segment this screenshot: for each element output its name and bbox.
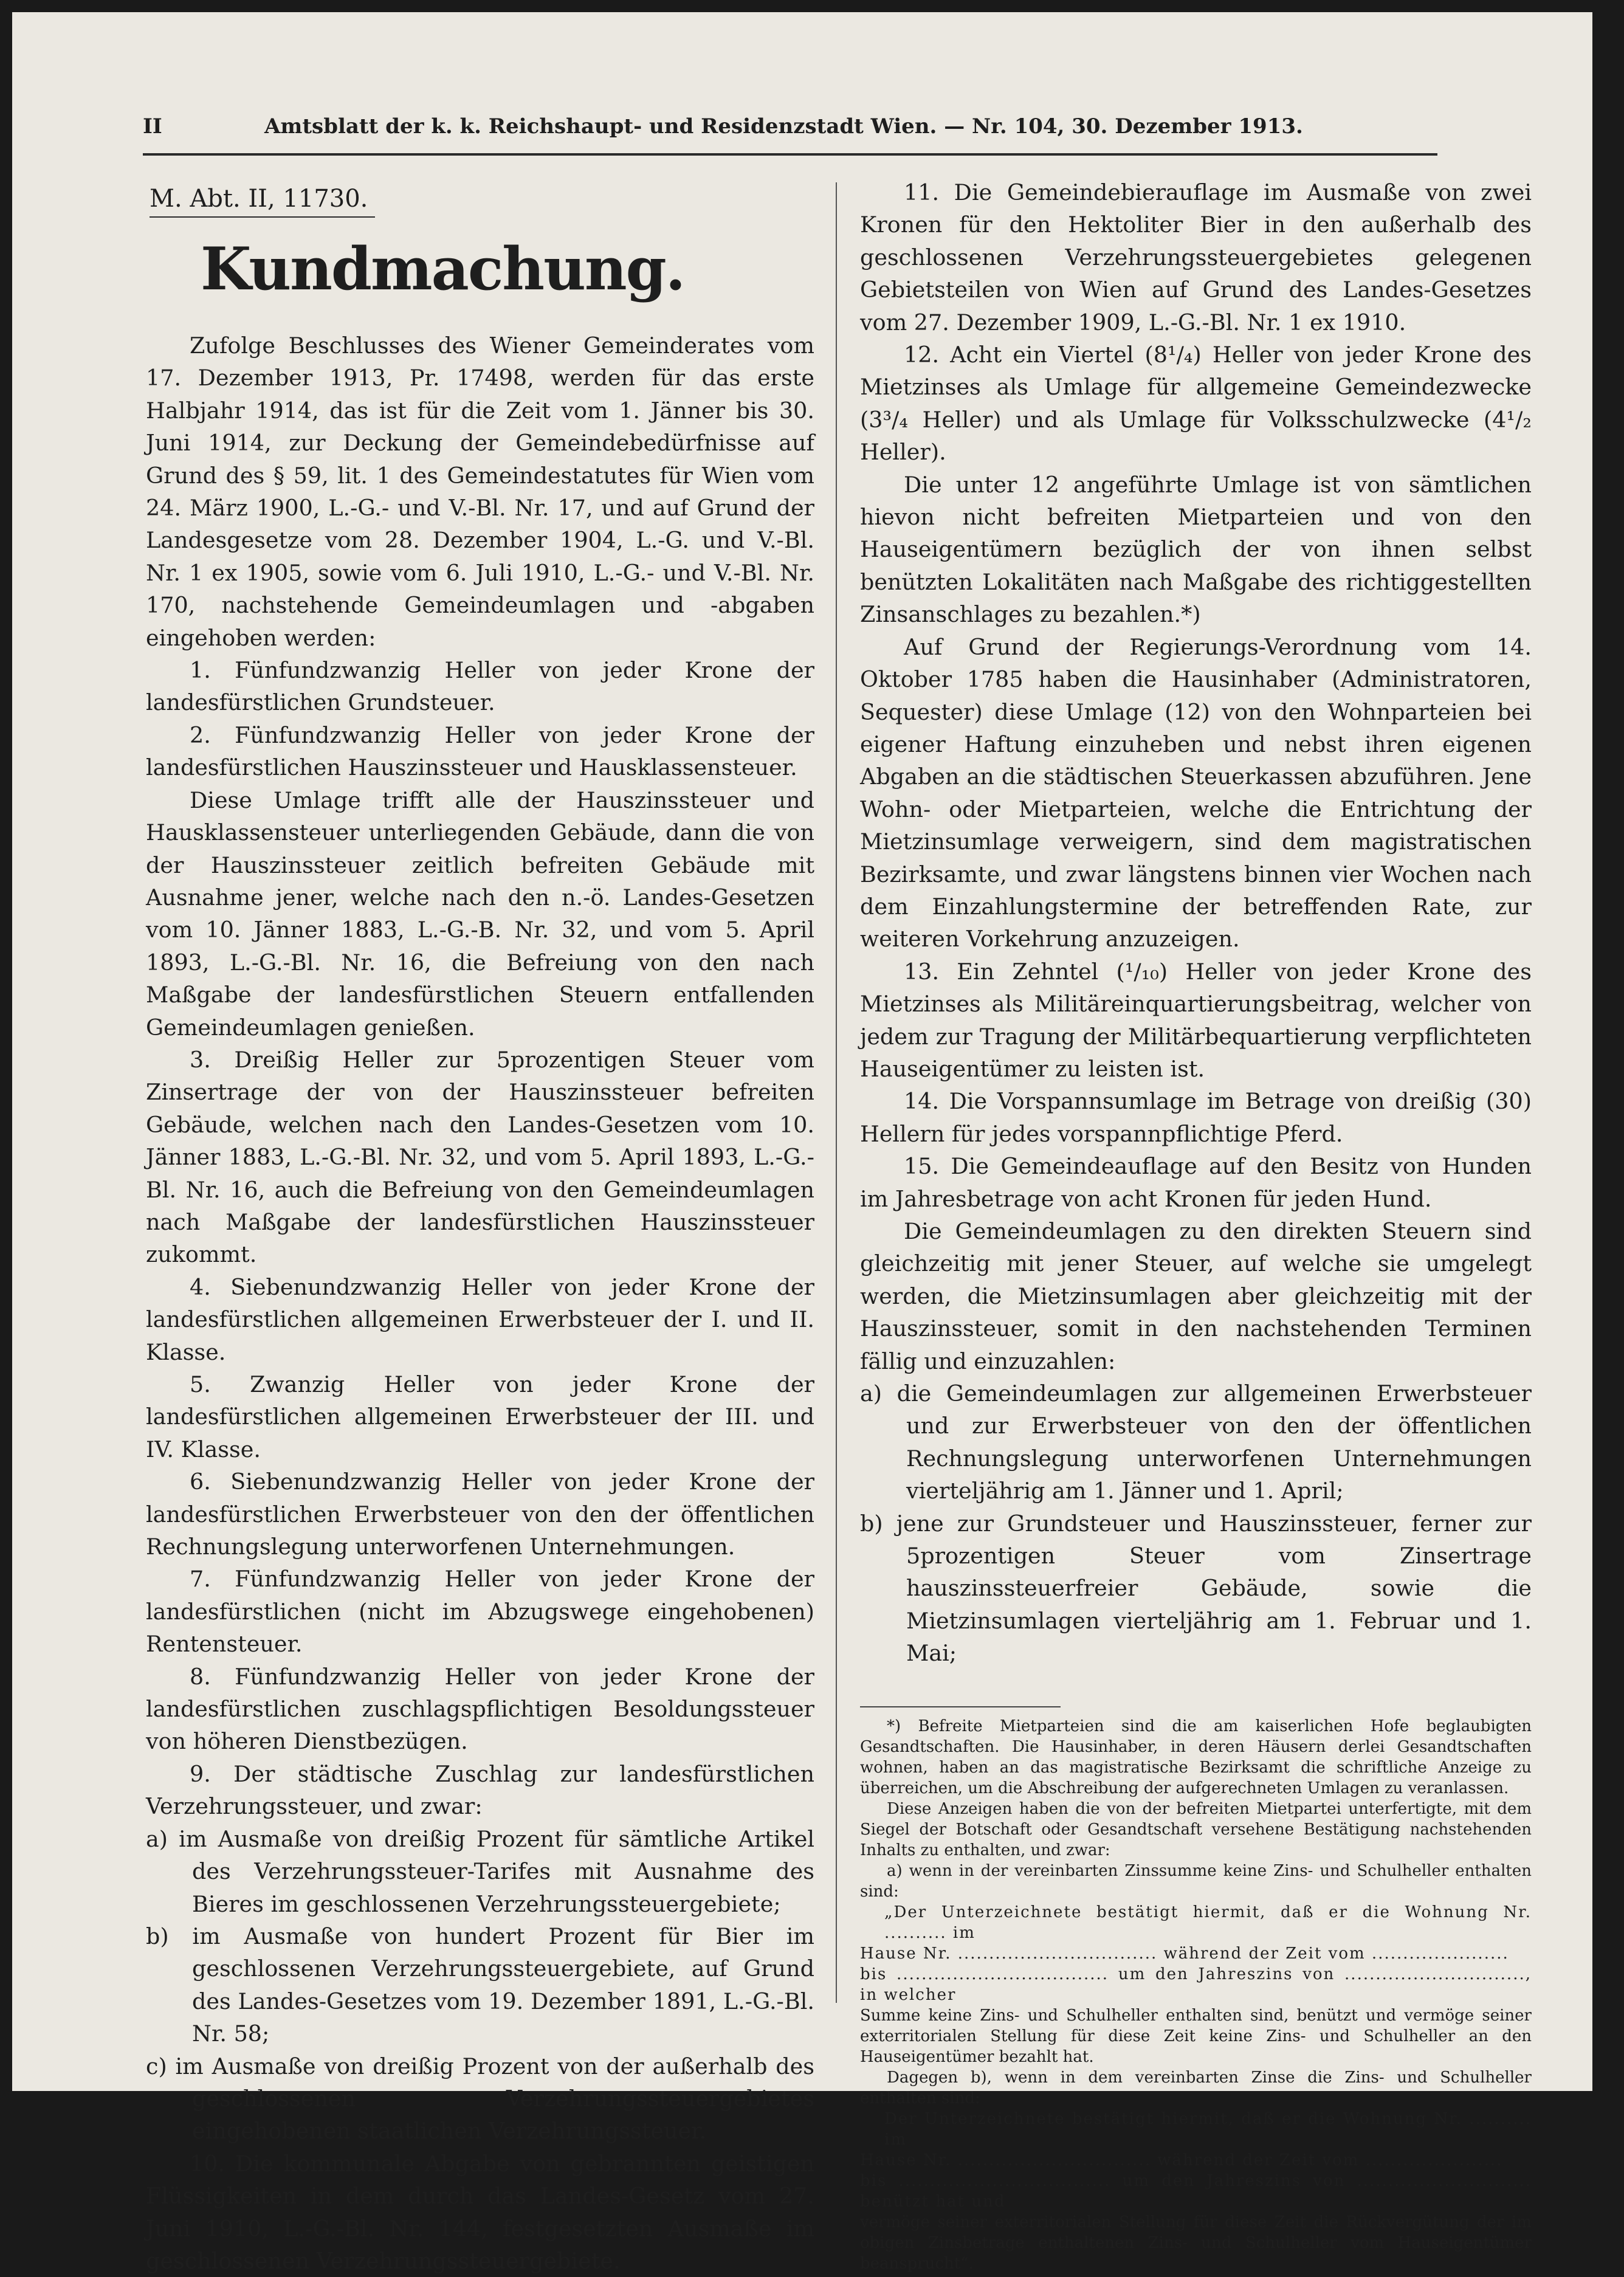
item-13: 13. Ein Zehntel (¹/₁₀) Heller von jeder Krone des Mietzinses als Militäreinquartierungsbeitrag, welcher von jedem zur Tragung der Militärbequartierung verpflichteten Hauseigentümer zu leisten ist. [860,958,1532,1082]
footnote-p1: *) Befreite Mietparteien sind die am kaiserlichen Hofe beglaubigten Gesandtschaften. Die Hausinhaber, in deren Häusern derlei Gesandtschaften wohnen, haben an das magistratische Bezirksamt die schriftliche Anzeige zu überreichen, um die Abschreibung der aufgerechneten Umlagen zu veranlassen. [860,1717,1532,1797]
item-1: 1. Fünfundzwanzig Heller von jeder Krone der landesfürstlichen Grundsteuer. [146,657,814,716]
item-8: 8. Fünfundzwanzig Heller von jeder Krone der landesfürstlichen zuschlagspflichtigen Besoldungssteuer von höheren Dienstbezügen. [146,1663,814,1755]
item-4: 4. Siebenundzwanzig Heller von jeder Krone der landesfürstlichen allgemeinen Erwerbsteuer der I. und II. Klasse. [146,1273,814,1365]
running-title: Amtsblatt der k. k. Reichshaupt- und Residenzstadt Wien. — Nr. 104, 30. Dezember 1913. [264,114,1303,139]
item-12-note-1: Die unter 12 angeführte Umlage ist von sämtlichen hievon nicht befreiten Mietparteien und von den Hauseigentümern bezüglich der von ihnen selbst benützten Lokalitäten nach Maßgabe des richtiggestellten Zinsanschlages zu bezahlen.*) [860,471,1532,628]
document-page [12,12,1592,2274]
left-column [146,176,814,2277]
item-9b: b) im Ausmaße von hundert Prozent für Bier im geschlossenen Verzehrungssteuergebiete, auf Grund des Landes-Gesetzes vom 19. Dezember 1891, L.-G.-Bl. Nr. 58; [146,1923,814,2047]
intro-paragraph: Zufolge Beschlusses des Wiener Gemeinderates vom 17. Dezember 1913, Pr. 17498, werden für das erste Halbjahr 1914, das ist für die Zeit vom 1. Jänner bis 30. Juni 1914, zur Deckung der Gemeindebedürfnisse auf Grund des § 59, lit. 1 des Gemeindestatutes für Wien vom 24. März 1900, L.-G.- und V.-Bl. Nr. 17, und auf Grund der Landesgesetze vom 28. Dezember 1904, L.-G. und V.-Bl. Nr. 1 ex 1905, sowie vom 6. Juli 1910, L.-G.- und V.-Bl. Nr. 170, nachstehende Gemeindeumlagen und -abgaben eingehoben werden: [146,332,814,651]
item-2-note: Diese Umlage trifft alle der Hauszinssteuer und Hausklassensteuer unterliegenden Gebäude, dann die von der Hauszinssteuer zeitlich befreiten Gebäude mit Ausnahme jener, welche nach den n.-ö. Landes-Gesetzen vom 10. Jänner 1883, L.-G.-B. Nr. 32, und vom 5. April 1893, L.-G.-Bl. Nr. 16, die Befreiung von den nach Maßgabe der landesfürstlichen Steuern entfallenden Gemeindeumlagen genießen. [146,787,814,1041]
footnote-rule [860,1706,1061,1707]
column-separator [836,182,837,2003]
item-3: 3. Dreißig Heller zur 5prozentigen Steuer vom Zinsertrage der von der Hauszinssteuer befreiten Gebäude, welchen nach den Landes-Gesetzen vom 10. Jänner 1883, L.-G.-Bl. Nr. 32, und vom 5. April 1893, L.-G.-Bl. Nr. 16, auch die Befreiung von den Gemeindeumlagen nach Maßgabe der landesfürstlichen Hauszinssteuer zukommt. [146,1046,814,1268]
payment-terms-b: b) jene zur Grundsteuer und Hauszinssteuer, ferner zur 5prozentigen Steuer vom Zinsertrage hauszinssteuerfreier Gebäude, sowie die Mietzinsumlagen vierteljährig am 1. Februar und 1. Mai; [860,1510,1532,1667]
item-12: 12. Acht ein Viertel (8¹/₄) Heller von jeder Krone des Mietzinses als Umlage für allgemeine Gemeindezwecke (3³/₄ Heller) und als Umlage für Volksschulzwecke (4¹/₂ Heller). [860,342,1532,466]
footnote-p4: Dagegen b), wenn in dem vereinbarten Zinse die Zins- und Schulheller enthalten sind: [860,2068,1532,2107]
footnote-p3: a) wenn in der vereinbarten Zinssumme keine Zins- und Schulheller enthalten sind: [860,1861,1532,1901]
item-15: 15. Die Gemeindeauflage auf den Besitz von Hunden im Jahresbetrage von acht Kronen für jeden Hund. [860,1153,1532,1212]
item-6: 6. Siebenundzwanzig Heller von jeder Krone der landesfürstlichen Erwerbsteuer von den der öffentlichen Rechnungslegung unterworfenen Unternehmungen. [146,1469,814,1560]
document-title: Kundmachung. [201,235,685,303]
header-rule [143,153,1437,156]
item-9c: c) im Ausmaße von dreißig Prozent von der außerhalb des geschlossenen Verzehrungssteuergebietes eingehobenen staatlichen Verzehrungssteuer. [146,2053,814,2144]
payment-terms-a: a) die Gemeindeumlagen zur allgemeinen Erwerbsteuer und zur Erwerbsteuer von den der öffentlichen Rechnungslegung unterworfenen Unternehmungen vierteljährig am 1. Jänner und 1. April; [860,1380,1532,1504]
item-9a: a) im Ausmaße von dreißig Prozent für sämtliche Artikel des Verzehrungssteuer-Tarifes mit Ausnahme des Bieres im geschlossenen Verzehrungssteuergebiete; [146,1825,814,1917]
item-11: 11. Die Gemeindebierauflage im Ausmaße von zwei Kronen für den Hektoliter Bier in den außerhalb des geschlossenen Verzehrungssteuergebietes gelegenen Gebietsteilen von Wien auf Grund des Landes-Gesetzes vom 27. Dezember 1909, L.-G.-Bl. Nr. 1 ex 1910. [860,179,1532,336]
running-header [143,114,1334,139]
certificate-1-line-3: bis .................................. um den Jahreszins von ............................., in welcher [860,1965,1532,2004]
certificate-1-line-1: „Der Unterzeichnete bestätigt hiermit, daß er die Wohnung Nr. .......... im [884,1903,1532,1942]
footnote [860,1716,1532,2274]
certificate-1-line-2: Hause Nr. ................................ während der Zeit vom ...................... [860,1944,1509,1963]
footnote-p2: Diese Anzeigen haben die von der befreiten Mietpartei unterfertigte, mit dem Siegel der Botschaft oder Gesandtschaft versehene Bestätigung nachstehenden Inhalts zu enthalten, und zwar: [860,1799,1532,1859]
payment-terms: Die Gemeindeumlagen zu den direkten Steuern sind gleichzeitig mit jener Steuer, auf welche sie umgelegt werden, die Mietzinsumlagen aber gleichzeitig mit der Hauszinssteuer, somit in den nachstehenden Terminen fällig und einzuzahlen: [860,1218,1532,1374]
item-5: 5. Zwanzig Heller von jeder Krone der landesfürstlichen allgemeinen Erwerbsteuer der III. und IV. Klasse. [146,1371,814,1462]
item-14: 14. Die Vorspannsumlage im Betrage von dreißig (30) Hellern für jedes vorspannpflichtige Pferd. [860,1088,1532,1147]
reference-number: M. Abt. II, 11730. [146,182,814,218]
item-10: 10. Die kommunale Abgabe von gebrannten geistigen Flüssigkeiten in dem durch das Landes-Gesetz vom 27. Juni 1910, L.-G.-Bl. Nr. 144, festgesetzten Ausmaße im geschlossenen Verzehrungssteuergebiete. [146,2150,814,2274]
certificate-2-rest: vermöge seiner exterritorialen Stellung für diese Zeit die Rückvergütung der im obigen Zinsbetrage enthaltenen Zins- und Schulheller vom Hauseigentümer beansprucht“. [860,2213,1532,2273]
item-2: 2. Fünfundzwanzig Heller von jeder Krone der landesfürstlichen Hauszinssteuer und Hausklassensteuer. [146,722,814,781]
certificate-2-line-2: Hause Nr. ............................... während der Zeit vom ...................... [860,2151,1503,2169]
right-column [860,176,1532,2274]
certificate-1-rest: Summe keine Zins- und Schulheller enthalten sind, benützt und vermöge seiner exterritorialen Stellung für diese Zeit keine Zins- und Schulheller an den Hauseigentümer bezahlt hat. [860,2006,1532,2066]
page-number: II [143,114,162,139]
certificate-2-line-1: Der Unterzeichnete bestätigt hiermit, daß er die Wohnung Nr. .......... im [884,2109,1532,2149]
certificate-2-line-3: bis .................................. um den Jahreszins von ............................ benützt hat und [860,2171,1532,2211]
item-7: 7. Fünfundzwanzig Heller von jeder Krone der landesfürstlichen (nicht im Abzugswege eingehobenen) Rentensteuer. [146,1566,814,1658]
item-12-note-2: Auf Grund der Regierungs-Verordnung vom 14. Oktober 1785 haben die Hausinhaber (Administratoren, Sequester) diese Umlage (12) von den Wohnparteien bei eigener Haftung einzuheben und nebst ihren eigenen Abgaben an die städtischen Steuerkassen abzuführen. Jene Wohn- oder Mietparteien, welche die Entrichtung der Mietzinsumlage verweigern, sind dem magistratischen Bezirksamte, und zwar längstens binnen vier Wochen nach dem Einzahlungstermine der betreffenden Rate, zur weiteren Vorkehrung anzuzeigen. [860,633,1532,952]
item-9: 9. Der städtische Zuschlag zur landesfürstlichen Verzehrungssteuer, und zwar: [146,1760,814,1820]
